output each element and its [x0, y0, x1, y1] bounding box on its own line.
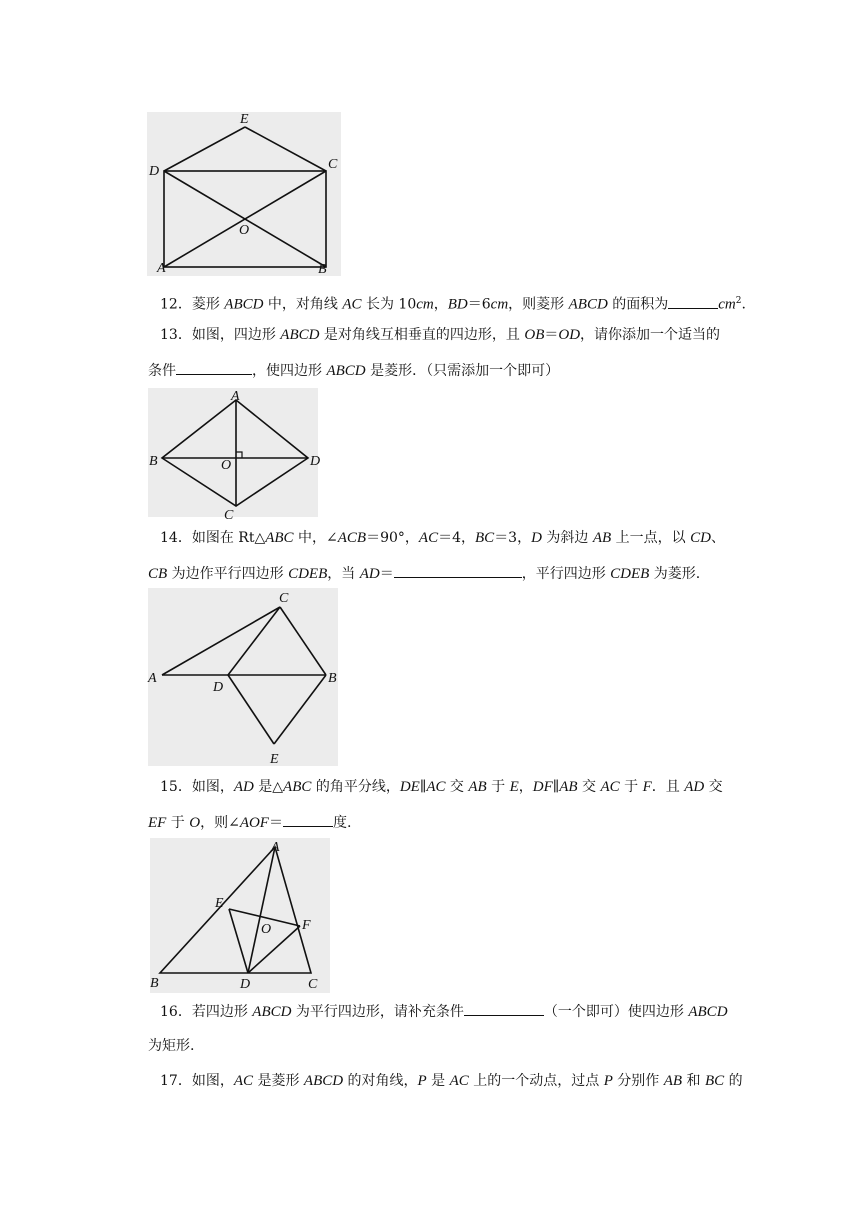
- label-b: B: [149, 454, 158, 469]
- answer-blank[interactable]: [464, 1001, 544, 1016]
- label-o: O: [221, 458, 232, 473]
- label-d: D: [213, 680, 224, 695]
- question-number: 14．: [160, 530, 192, 546]
- label-c: C: [224, 508, 234, 520]
- label-c: C: [328, 157, 338, 172]
- answer-blank[interactable]: [668, 294, 718, 309]
- answer-blank[interactable]: [176, 360, 252, 375]
- label-d: D: [149, 164, 160, 179]
- figure-rectangle-abcd: [140, 110, 350, 280]
- question-16-line-2: 为矩形.: [148, 1038, 195, 1054]
- label-e: E: [240, 112, 249, 127]
- question-number: 17．: [160, 1073, 192, 1089]
- question-number: 13．: [160, 327, 192, 343]
- question-number: 12．: [160, 296, 192, 313]
- label-b: B: [150, 976, 159, 991]
- question-16-line-1: 16．若四边形 ABCD 为平行四边形，请补充条件 （一个即可）使四边形 ABCD: [160, 1001, 728, 1022]
- question-number: 15．: [160, 779, 192, 795]
- figure-parallelogram-cdeb: [140, 585, 345, 770]
- answer-blank[interactable]: [394, 563, 522, 578]
- figure-triangle-abc: [140, 835, 340, 995]
- label-o: O: [261, 922, 272, 937]
- question-15-line-1: 15．如图，AD 是△ABC 的角平分线，DE∥AC 交 AB 于 E，DF∥AB 交 AC 于 F．且 AD 交: [160, 779, 723, 795]
- label-e: E: [270, 752, 279, 767]
- label-d: D: [310, 454, 321, 469]
- label-d: D: [240, 977, 251, 992]
- question-13-line-1: 13．如图，四边形 ABCD 是对角线互相垂直的四边形，且 OB＝OD，请你添加一个适当的: [160, 327, 721, 343]
- label-c: C: [308, 977, 318, 992]
- label-c: C: [279, 591, 289, 606]
- label-b: B: [328, 671, 337, 686]
- label-f: F: [302, 918, 311, 933]
- question-14-line-2: CB 为边作平行四边形 CDEB，当 AD＝ ，平行四边形 CDEB 为菱形.: [148, 563, 700, 584]
- figure-rhombus-abcd: [140, 385, 325, 520]
- question-14-line-1: 14．如图在 Rt△ABC 中，∠ACB＝90°，AC＝4，BC＝3，D 为斜边 AB 上一点，以 CD、: [160, 530, 725, 546]
- label-a: A: [231, 389, 240, 404]
- label-b: B: [318, 262, 327, 277]
- label-o: O: [239, 223, 250, 238]
- question-13-line-2: 条件 ，使四边形 ABCD 是菱形．（只需添加一个即可）: [148, 360, 559, 381]
- question-15-line-2: EF 于 O，则∠AOF＝ 度.: [148, 812, 351, 833]
- label-e: E: [215, 896, 224, 911]
- label-a: A: [148, 671, 157, 686]
- question-12: 12．菱形 ABCD 中，对角线 AC 长为 10cm，BD＝6cm，则菱形 ABCD 的面积为 $cm^2$.: [160, 291, 746, 315]
- question-17-line-1: 17．如图，AC 是菱形 ABCD 的对角线，P 是 AC 上的一个动点，过点 P 分别作 AB 和 BC 的: [160, 1073, 743, 1089]
- label-a: A: [271, 840, 280, 855]
- answer-blank[interactable]: [283, 812, 333, 827]
- label-a: A: [157, 261, 166, 276]
- question-number: 16．: [160, 1004, 192, 1020]
